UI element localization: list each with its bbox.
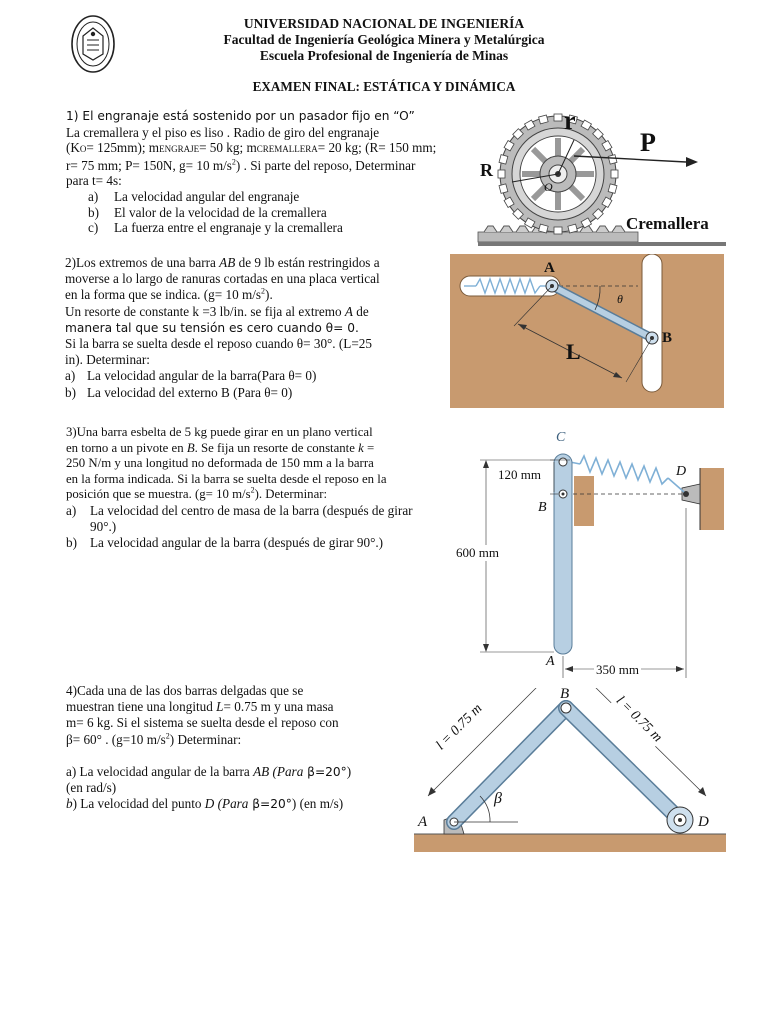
p2-line4: Un resorte de constante k =3 lb/in. se fija al extremo A de: [65, 303, 369, 319]
p2-questions: [65, 368, 450, 400]
label-r: r: [564, 106, 576, 135]
p2-line6: Si la barra se suelta desde el reposo cuando θ= 30°. (L=25: [65, 336, 372, 352]
p4-question-a-units: (en rad/s): [66, 780, 117, 796]
list-item: b) La velocidad del externo B (Para θ= 0): [65, 384, 293, 400]
problem-2-text: [65, 255, 450, 401]
label-O: O: [544, 180, 553, 194]
p4-line1: 4)Cada una de las dos barras delgadas que se: [66, 683, 304, 698]
label-R: R: [480, 160, 493, 180]
p1-line4: r= 75 mm; P= 150N, g= 10 $m/s^2$) . Si parte del reposo, Determinar: [66, 157, 416, 173]
p4-line2: muestran tiene una longitud L= 0.75 m y una masa: [66, 699, 334, 715]
slotted-plate-figure: [450, 254, 724, 408]
p4-line4: β= 60° . (g=10 $m/s^2$) Determinar:: [66, 731, 242, 747]
p4-question-a: a) La velocidad angular de la barra AB (Para β=20°): [66, 763, 352, 779]
dim-350: 350 mm: [596, 662, 639, 677]
list-item: b) El valor de la velocidad de la cremallera: [88, 204, 327, 220]
p1-line5: para t= 4s:: [66, 173, 122, 189]
label-P: P: [640, 128, 656, 157]
length-label-right: l = 0.75 m: [611, 692, 666, 747]
gear-rack-figure: [476, 104, 726, 249]
header-university: UNIVERSIDAD NACIONAL DE INGENIERÍA: [243, 16, 525, 31]
list-item: c) La fuerza entre el engranaje y la cremallera: [88, 220, 343, 236]
length-label-left: l = 0.75 m: [432, 700, 487, 755]
list-item: a) La velocidad angular del engranaje: [88, 188, 300, 204]
label-B: B: [560, 686, 570, 702]
label-D: D: [676, 464, 687, 479]
p2-line7: in). Determinar:: [65, 352, 150, 368]
pivot-bar-figure: [450, 428, 730, 680]
p2-line5: manera tal que su tensión es cero cuando θ= 0.: [65, 320, 359, 335]
label-L: L: [566, 339, 581, 364]
label-B: B: [662, 330, 673, 346]
dim-600: 600 mm: [456, 545, 499, 560]
dim-120: 120 mm: [498, 467, 541, 482]
two-bar-linkage-figure: [414, 688, 726, 852]
label-C: C: [556, 430, 566, 445]
label-A: A: [418, 814, 428, 830]
problem-3-text: [66, 425, 436, 551]
label-B: B: [538, 500, 547, 515]
label-cremallera: Cremallera: [626, 214, 709, 233]
problem-4-text: [66, 683, 406, 812]
label-A: A: [544, 260, 555, 276]
list-item: b) La velocidad angular de la barra (después de girar 90°.): [66, 534, 384, 550]
p3-questions: [66, 503, 436, 551]
list-item: a) La velocidad del centro de masa de la barra (después de girar 90°.): [66, 502, 413, 534]
p2-line1: 2)Los extremos de una barra AB de 9 lb están restringidos a: [65, 255, 380, 270]
p4-line3: m= 6 kg. Si el sistema se suelta desde el reposo con: [66, 715, 339, 731]
p1-line3: (KO= 125mm); mENGRAJE= 50 kg; mCREMALLERA= 20 kg; (R= 150 mm;: [66, 140, 437, 156]
p1-line2: La cremallera y el piso es liso . Radio de giro del engranaje: [66, 124, 380, 140]
header-faculty: Facultad de Ingeniería Geológica Minera y Metalúrgica: [223, 32, 545, 47]
label-A: A: [546, 654, 555, 669]
p3-line1: 3)Una barra esbelta de 5 kg puede girar en un plano vertical: [66, 425, 373, 439]
list-item: a) La velocidad angular de la barra(Para θ= 0): [65, 368, 317, 384]
p3-line4: en la forma indicada. Si la barra se suelta desde el reposo en la: [66, 471, 387, 486]
p3-line5: posición que se muestra. (g= 10 $m/s^2$). Determinar:: [66, 486, 328, 502]
p3-line2: en torno a un pivote en B. Se fija un resorte de constante k =: [66, 440, 375, 455]
p1-questions: [88, 189, 466, 236]
label-beta: β: [494, 790, 502, 807]
label-theta: θ: [617, 292, 623, 306]
p1-line1: 1) El engranaje está sostenido por un pasador fijo en “O”: [66, 109, 415, 123]
exam-title: EXAMEN FINAL: ESTÁTICA Y DINÁMICA: [252, 79, 516, 94]
p4-question-b: b) La velocidad del punto D (Para β=20°) (en m/s): [66, 796, 344, 812]
problem-1-text: [66, 109, 466, 236]
label-D: D: [698, 814, 709, 830]
header-school: Escuela Profesional de Ingeniería de Minas: [259, 48, 509, 63]
p2-line3: en la forma que se indica. (g= 10 $m/s^2$).: [65, 287, 273, 303]
p2-line2: moverse a lo largo de ranuras cortadas en una placa vertical: [65, 271, 380, 287]
p3-line3: 250 N/m y una longitud no deformada de 150 mm a la barra: [66, 456, 374, 471]
